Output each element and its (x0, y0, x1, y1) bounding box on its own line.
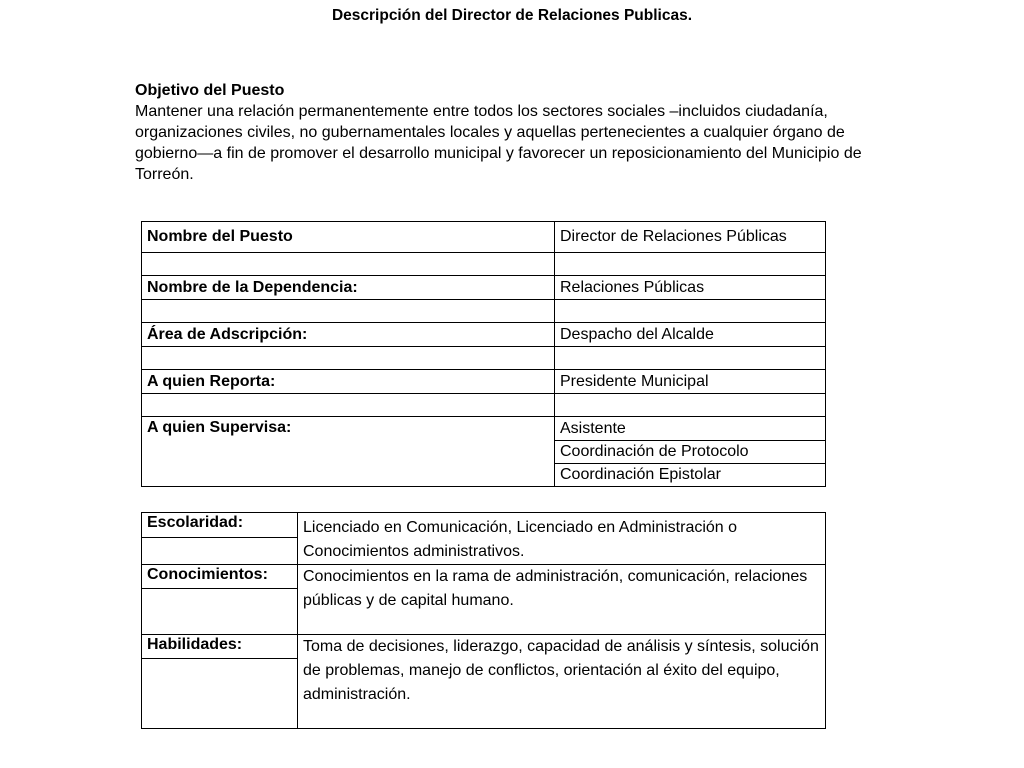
dependencia-label: Nombre de la Dependencia: (142, 276, 555, 300)
dependencia-value: Relaciones Públicas (555, 276, 826, 300)
empty-cell (555, 253, 826, 276)
supervisa-value-3: Coordinación Epistolar (555, 464, 826, 487)
objective-section (135, 80, 895, 185)
conocimientos-value: Conocimientos en la rama de administración, comunicación, relaciones públicas y de capital humano. (298, 565, 826, 635)
nombre-puesto-label: Nombre del Puesto (142, 222, 555, 253)
habilidades-label: Habilidades: (142, 635, 298, 659)
habilidades-value: Toma de decisiones, liderazgo, capacidad de análisis y síntesis, solución de problemas, manejo de conflictos, orientación al éxito del equipo, administración. (298, 635, 826, 729)
nombre-puesto-value: Director de Relaciones Públicas (555, 222, 826, 253)
escolaridad-value: Licenciado en Comunicación, Licenciado en Administración o Conocimientos administrativos. (298, 513, 826, 565)
adscripcion-label: Área de Adscripción: (142, 323, 555, 347)
empty-cell (142, 538, 298, 565)
position-table (141, 221, 826, 487)
empty-cell (142, 589, 298, 635)
document-title: Descripción del Director de Relaciones Publicas. (331, 7, 693, 24)
reporta-value: Presidente Municipal (555, 370, 826, 394)
empty-cell (142, 253, 555, 276)
empty-cell (142, 394, 555, 417)
objective-text: Mantener una relación permanentemente entre todos los sectores sociales –incluidos ciudadanía, organizaciones civiles, no gubernamentales locales y aquellas pertenecientes a cualquier órgano de gobierno—a fin de promover el desarrollo municipal y favorecer un reposicionamiento del Municipio de Torreón. (135, 103, 862, 183)
empty-cell (142, 659, 298, 729)
objective-heading: Objetivo del Puesto (135, 82, 285, 99)
profile-table (141, 512, 826, 729)
empty-cell (555, 347, 826, 370)
empty-cell (555, 394, 826, 417)
adscripcion-value: Despacho del Alcalde (555, 323, 826, 347)
empty-cell (142, 300, 555, 323)
escolaridad-label: Escolaridad: (142, 513, 298, 538)
empty-cell (142, 347, 555, 370)
supervisa-label: A quien Supervisa: (142, 417, 555, 487)
empty-cell (555, 300, 826, 323)
supervisa-value-2: Coordinación de Protocolo (555, 441, 826, 464)
conocimientos-label: Conocimientos: (142, 565, 298, 589)
supervisa-value-1: Asistente (555, 417, 826, 441)
reporta-label: A quien Reporta: (142, 370, 555, 394)
